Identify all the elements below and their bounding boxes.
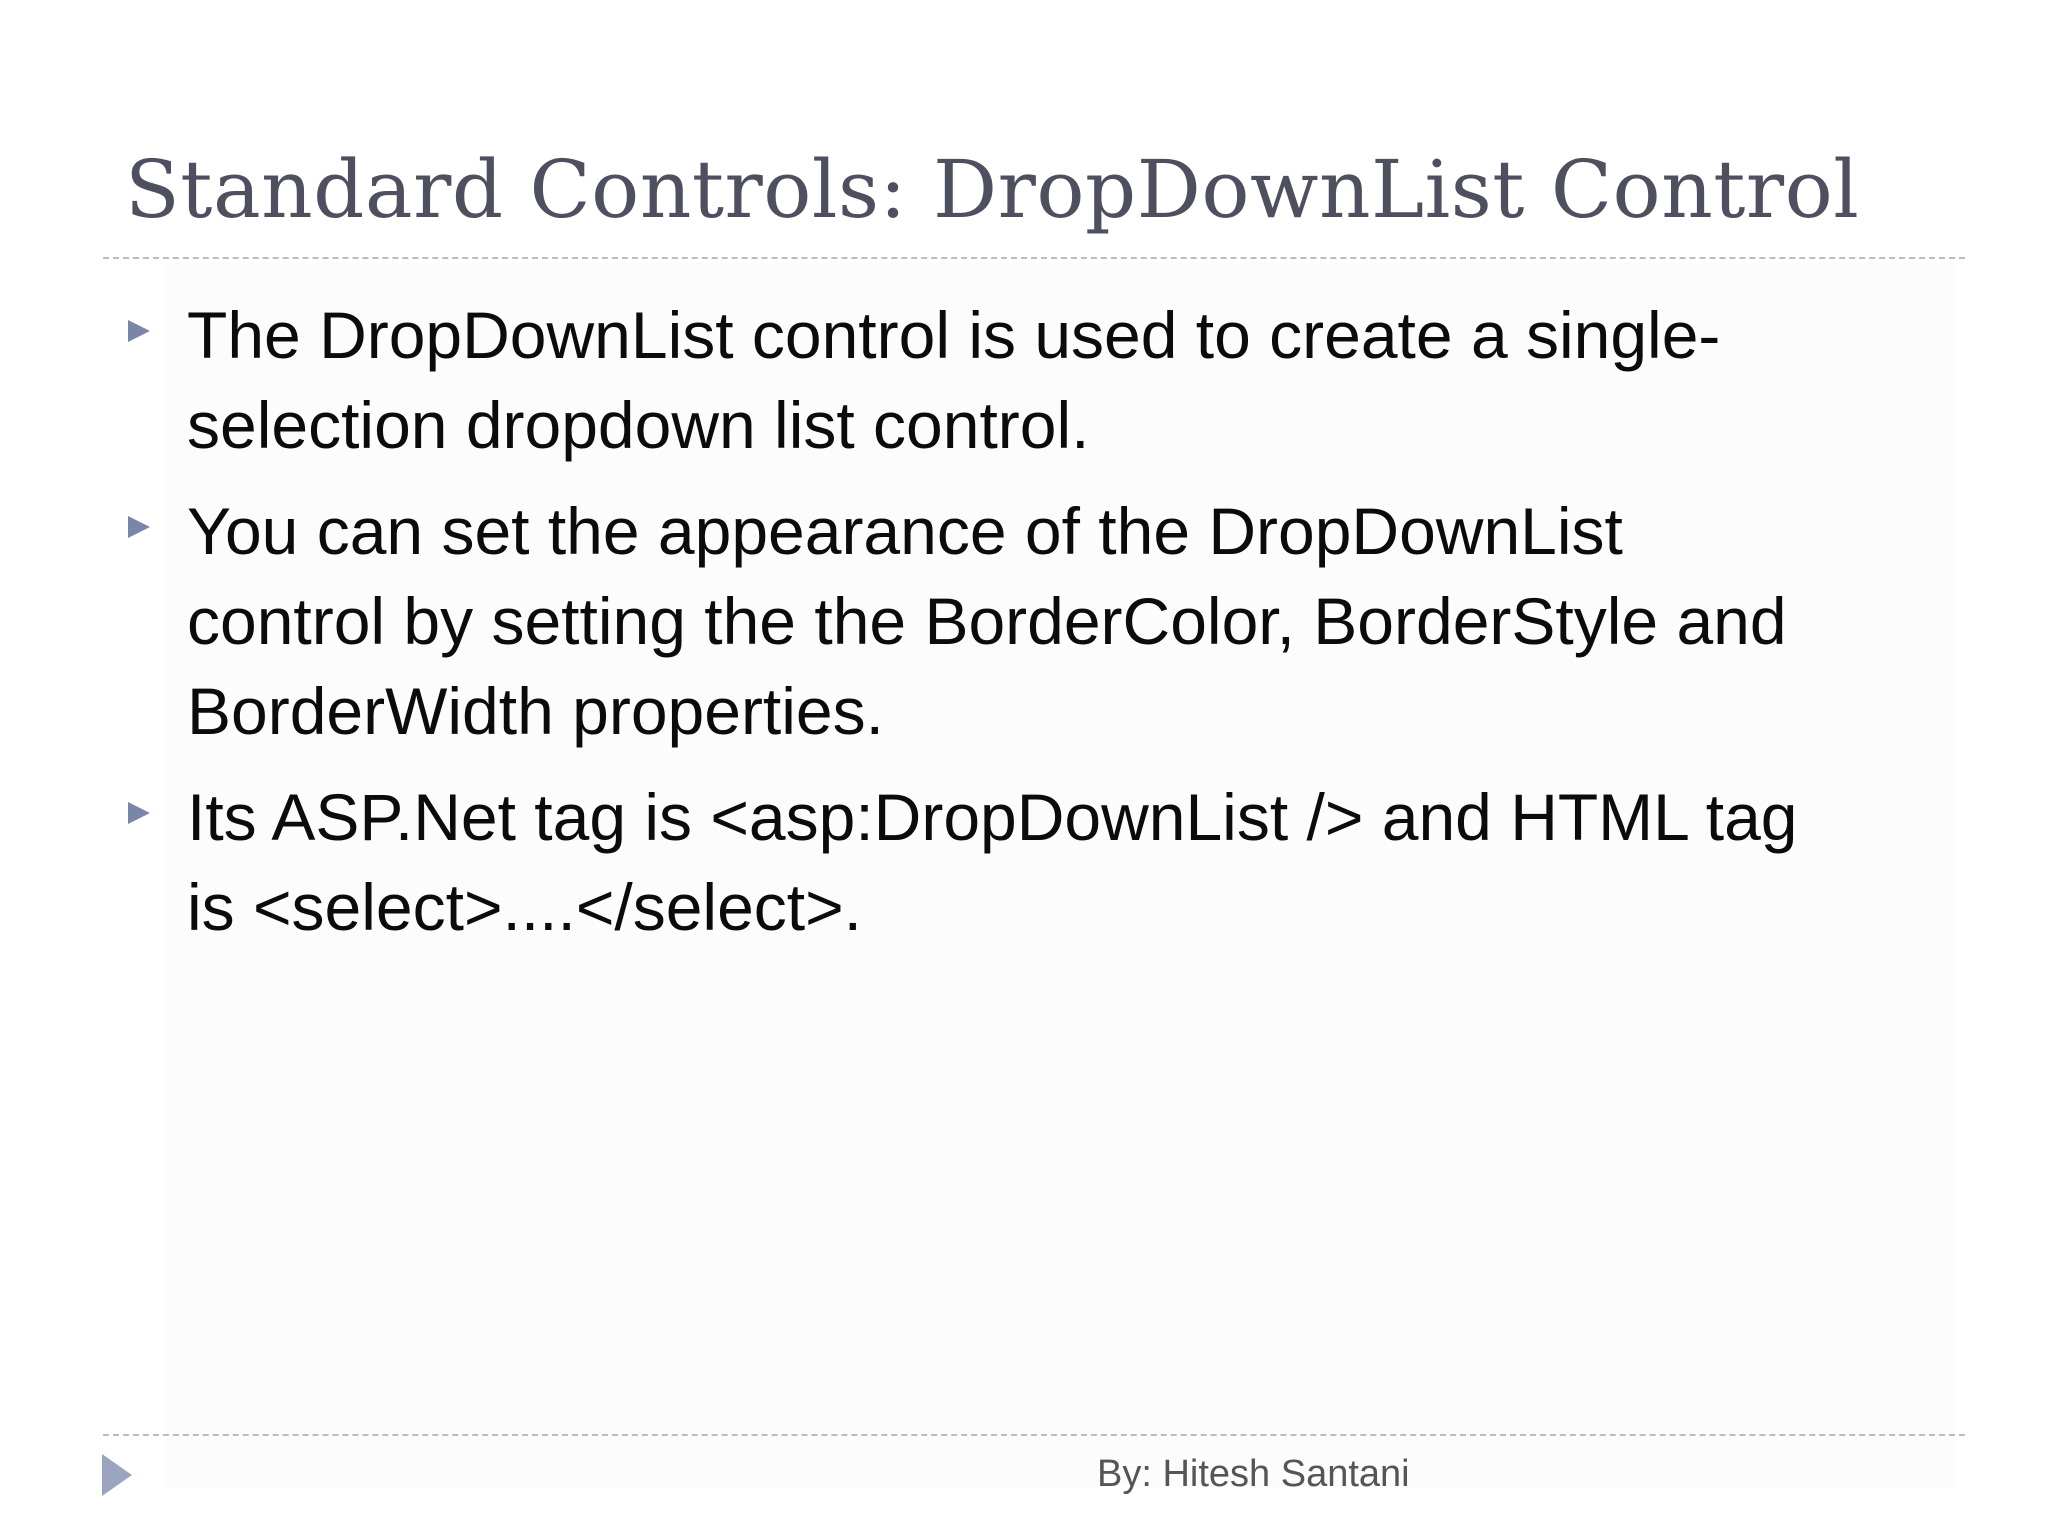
bullet-text: The DropDownList control is used to create a single- selection dropdown list control. <box>187 298 1721 462</box>
bullet-item <box>128 486 1928 756</box>
bullet-item <box>128 772 1928 952</box>
triangle-bullet-icon <box>128 516 150 538</box>
slide-title: Standard Controls: DropDownList Control <box>125 143 1860 236</box>
triangle-bullet-icon <box>128 802 150 824</box>
footer-author: By: Hitesh Santani <box>1097 1453 1410 1495</box>
bullet-item <box>128 290 1928 470</box>
bullet-text: You can set the appearance of the DropDownList control by setting the the BorderColor, BorderStyle and BorderWidth properties. <box>187 494 1787 748</box>
bullet-text: Its ASP.Net tag is <asp:DropDownList /> and HTML tag is <select>....</select>. <box>187 780 1798 944</box>
play-triangle-icon <box>102 1454 132 1496</box>
bullet-list <box>128 290 1928 968</box>
footer-divider <box>103 1434 1965 1436</box>
triangle-bullet-icon <box>128 320 150 342</box>
title-divider <box>103 257 1965 259</box>
